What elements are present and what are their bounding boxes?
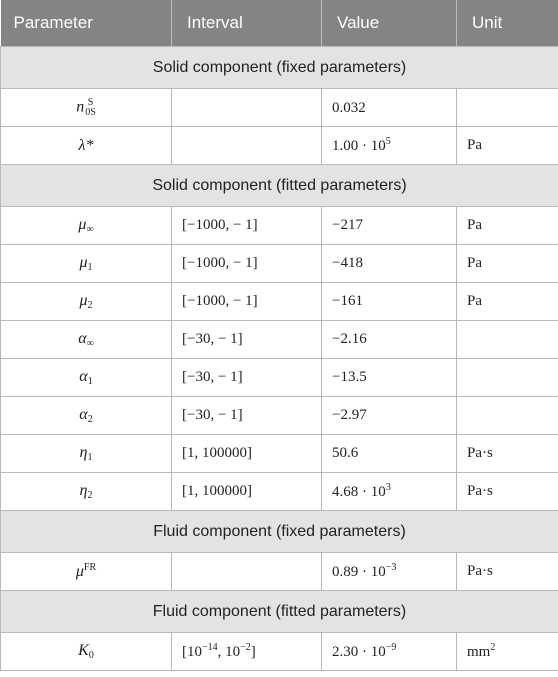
interval-cell: [1, 100000] bbox=[172, 435, 322, 473]
interval-cell: [$10^{-14}$, $10^{-2}$] bbox=[172, 633, 322, 671]
parameter-cell: $\alpha_1$ bbox=[1, 359, 172, 397]
table-row bbox=[1, 397, 558, 435]
header-interval: Interval bbox=[172, 0, 322, 47]
value-cell: −161 bbox=[322, 283, 457, 321]
interval-cell bbox=[172, 127, 322, 165]
header-parameter: Parameter bbox=[1, 0, 172, 47]
parameter-cell: $\mu^{FR}$ bbox=[1, 553, 172, 591]
parameter-cell: $\alpha_\infty$ bbox=[1, 321, 172, 359]
value-cell: −418 bbox=[322, 245, 457, 283]
parameter-cell: $\mu_\infty$ bbox=[1, 207, 172, 245]
header-unit: Unit bbox=[457, 0, 558, 47]
interval-cell: [1, 100000] bbox=[172, 473, 322, 511]
parameter-cell: n S 0S bbox=[1, 89, 172, 127]
unit-cell: Pa bbox=[457, 245, 558, 283]
parameter-cell: $\mu_1$ bbox=[1, 245, 172, 283]
section-title: Solid component (fitted parameters) bbox=[1, 165, 558, 207]
table-row bbox=[1, 245, 558, 283]
value-cell: −217 bbox=[322, 207, 457, 245]
unit-cell: Pa bbox=[457, 207, 558, 245]
interval-cell: [−30, − 1] bbox=[172, 321, 322, 359]
table-row bbox=[1, 321, 558, 359]
unit-cell bbox=[457, 89, 558, 127]
section-row bbox=[1, 165, 558, 207]
value-cell: −2.97 bbox=[322, 397, 457, 435]
parameter-cell: $\alpha_2$ bbox=[1, 397, 172, 435]
parameter-cell: $\eta_1$ bbox=[1, 435, 172, 473]
value-cell: $4.68 \cdot 10^3$ bbox=[322, 473, 457, 511]
unit-cell: Pa·s bbox=[457, 435, 558, 473]
parameter-cell: λ* bbox=[1, 127, 172, 165]
unit-cell bbox=[457, 397, 558, 435]
value-cell: $2.30 \cdot 10^{-9}$ bbox=[322, 633, 457, 671]
value-cell: $0.89 \cdot 10^{-3}$ bbox=[322, 553, 457, 591]
parameter-cell: $\eta_2$ bbox=[1, 473, 172, 511]
interval-cell bbox=[172, 89, 322, 127]
table-header-row bbox=[1, 0, 558, 47]
interval-cell: [−30, − 1] bbox=[172, 359, 322, 397]
table-row bbox=[1, 435, 558, 473]
unit-cell bbox=[457, 321, 558, 359]
section-row bbox=[1, 591, 558, 633]
value-cell: $1.00 \cdot 10^5$ bbox=[322, 127, 457, 165]
interval-cell: [−1000, − 1] bbox=[172, 283, 322, 321]
unit-cell: Pa·s bbox=[457, 473, 558, 511]
value-cell: 50.6 bbox=[322, 435, 457, 473]
interval-cell bbox=[172, 553, 322, 591]
table-row bbox=[1, 553, 558, 591]
table-row bbox=[1, 473, 558, 511]
unit-cell: Pa bbox=[457, 283, 558, 321]
unit-cell: Pa·s bbox=[457, 553, 558, 591]
interval-cell: [−1000, − 1] bbox=[172, 245, 322, 283]
section-title: Solid component (fixed parameters) bbox=[1, 47, 558, 89]
parameter-cell: $\mu_2$ bbox=[1, 283, 172, 321]
table-row bbox=[1, 359, 558, 397]
value-cell: 0.032 bbox=[322, 89, 457, 127]
table-row bbox=[1, 633, 558, 671]
table-row bbox=[1, 283, 558, 321]
section-row bbox=[1, 47, 558, 89]
section-title: Fluid component (fitted parameters) bbox=[1, 591, 558, 633]
table-row bbox=[1, 89, 558, 127]
interval-cell: [−30, − 1] bbox=[172, 397, 322, 435]
value-cell: −13.5 bbox=[322, 359, 457, 397]
parameter-cell: $K_0$ bbox=[1, 633, 172, 671]
unit-cell: $mm^2$ bbox=[457, 633, 558, 671]
unit-cell: Pa bbox=[457, 127, 558, 165]
section-title: Fluid component (fixed parameters) bbox=[1, 511, 558, 553]
table-row bbox=[1, 207, 558, 245]
header-value: Value bbox=[322, 0, 457, 47]
unit-cell bbox=[457, 359, 558, 397]
value-cell: −2.16 bbox=[322, 321, 457, 359]
interval-cell: [−1000, − 1] bbox=[172, 207, 322, 245]
table-row bbox=[1, 127, 558, 165]
section-row bbox=[1, 511, 558, 553]
